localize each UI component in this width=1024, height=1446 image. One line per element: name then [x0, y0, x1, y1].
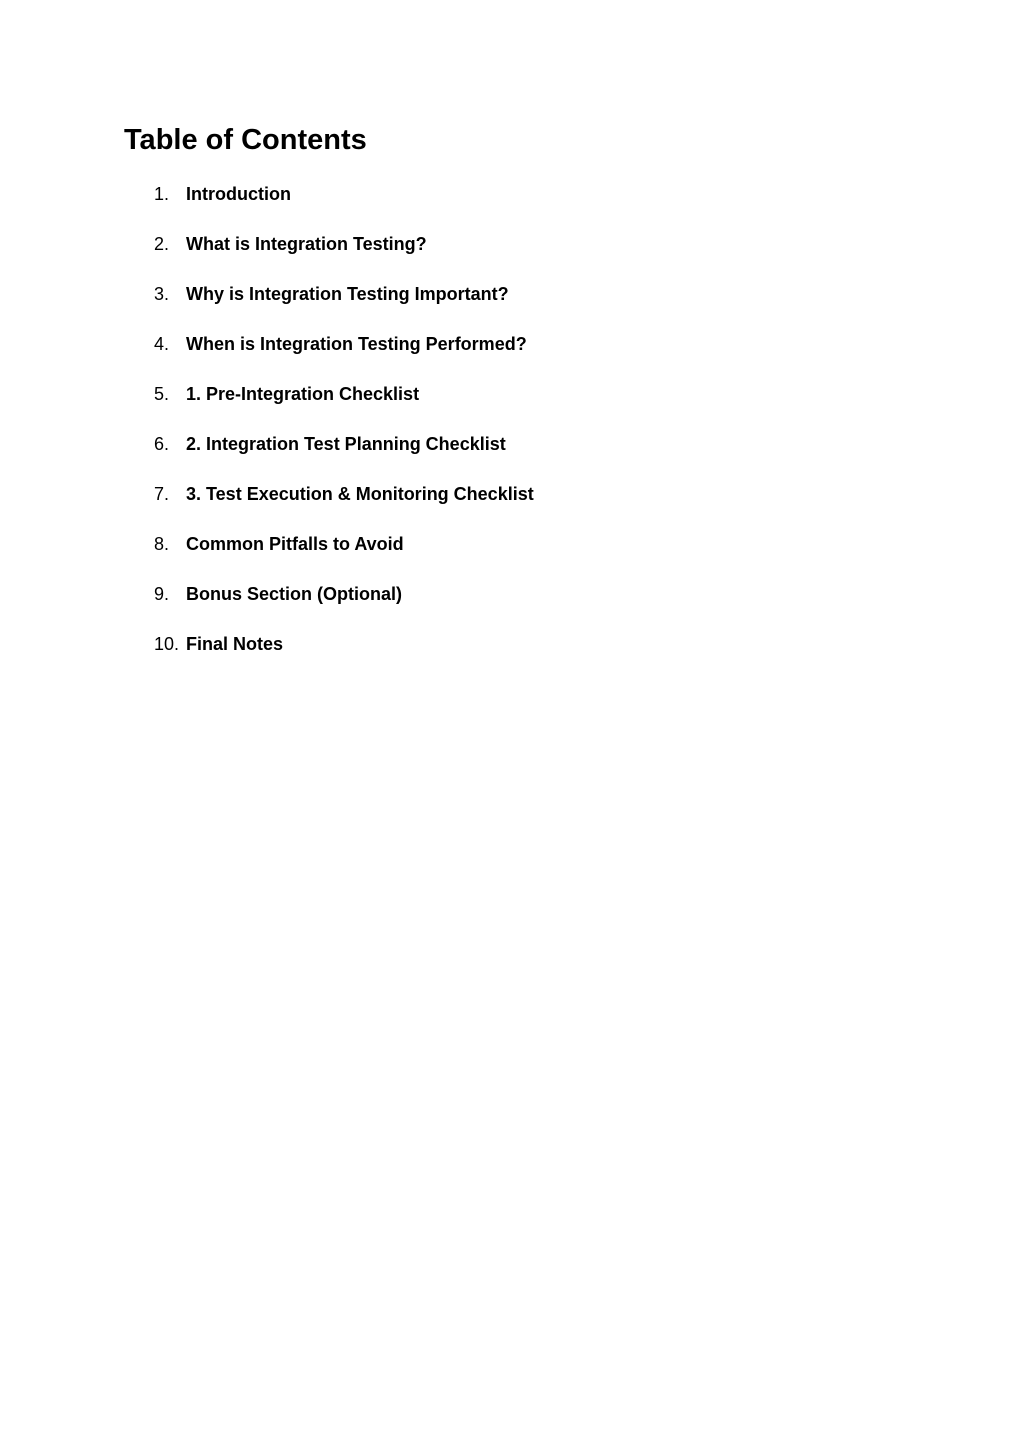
page-title: Table of Contents	[124, 124, 367, 156]
toc-item-label[interactable]: Final Notes	[186, 634, 284, 654]
table-of-contents-list	[154, 182, 534, 682]
toc-item-final-notes[interactable]	[154, 632, 534, 682]
toc-item-number: 4.	[154, 334, 170, 354]
toc-item-number: 6.	[154, 434, 170, 454]
toc-item-label[interactable]: When is Integration Testing Performed?	[186, 334, 527, 354]
toc-item-why-important[interactable]	[154, 282, 534, 332]
toc-item-bonus-section[interactable]	[154, 582, 534, 632]
toc-item-label[interactable]: 2. Integration Test Planning Checklist	[186, 434, 506, 454]
toc-item-label[interactable]: What is Integration Testing?	[186, 234, 427, 254]
toc-item-execution-monitoring-checklist[interactable]	[154, 482, 534, 532]
toc-item-what-is-integration-testing[interactable]	[154, 232, 534, 282]
toc-item-label[interactable]: Why is Integration Testing Important?	[186, 284, 509, 304]
toc-item-label[interactable]: Introduction	[186, 184, 291, 204]
toc-item-number: 2.	[154, 234, 170, 254]
toc-item-number: 10.	[154, 634, 180, 654]
toc-item-label[interactable]: Common Pitfalls to Avoid	[186, 534, 404, 554]
toc-item-label[interactable]: 3. Test Execution & Monitoring Checklist	[186, 484, 534, 504]
toc-item-test-planning-checklist[interactable]	[154, 432, 534, 482]
toc-item-pre-integration-checklist[interactable]	[154, 382, 534, 432]
toc-item-label[interactable]: 1. Pre-Integration Checklist	[186, 384, 420, 404]
toc-item-number: 5.	[154, 384, 170, 404]
toc-item-common-pitfalls[interactable]	[154, 532, 534, 582]
toc-item-number: 9.	[154, 584, 170, 604]
toc-item-number: 3.	[154, 284, 170, 304]
toc-item-number: 8.	[154, 534, 170, 554]
toc-item-label[interactable]: Bonus Section (Optional)	[186, 584, 402, 604]
toc-item-number: 1.	[154, 184, 170, 204]
toc-item-when-performed[interactable]	[154, 332, 534, 382]
toc-item-number: 7.	[154, 484, 170, 504]
toc-item-introduction[interactable]	[154, 182, 534, 232]
